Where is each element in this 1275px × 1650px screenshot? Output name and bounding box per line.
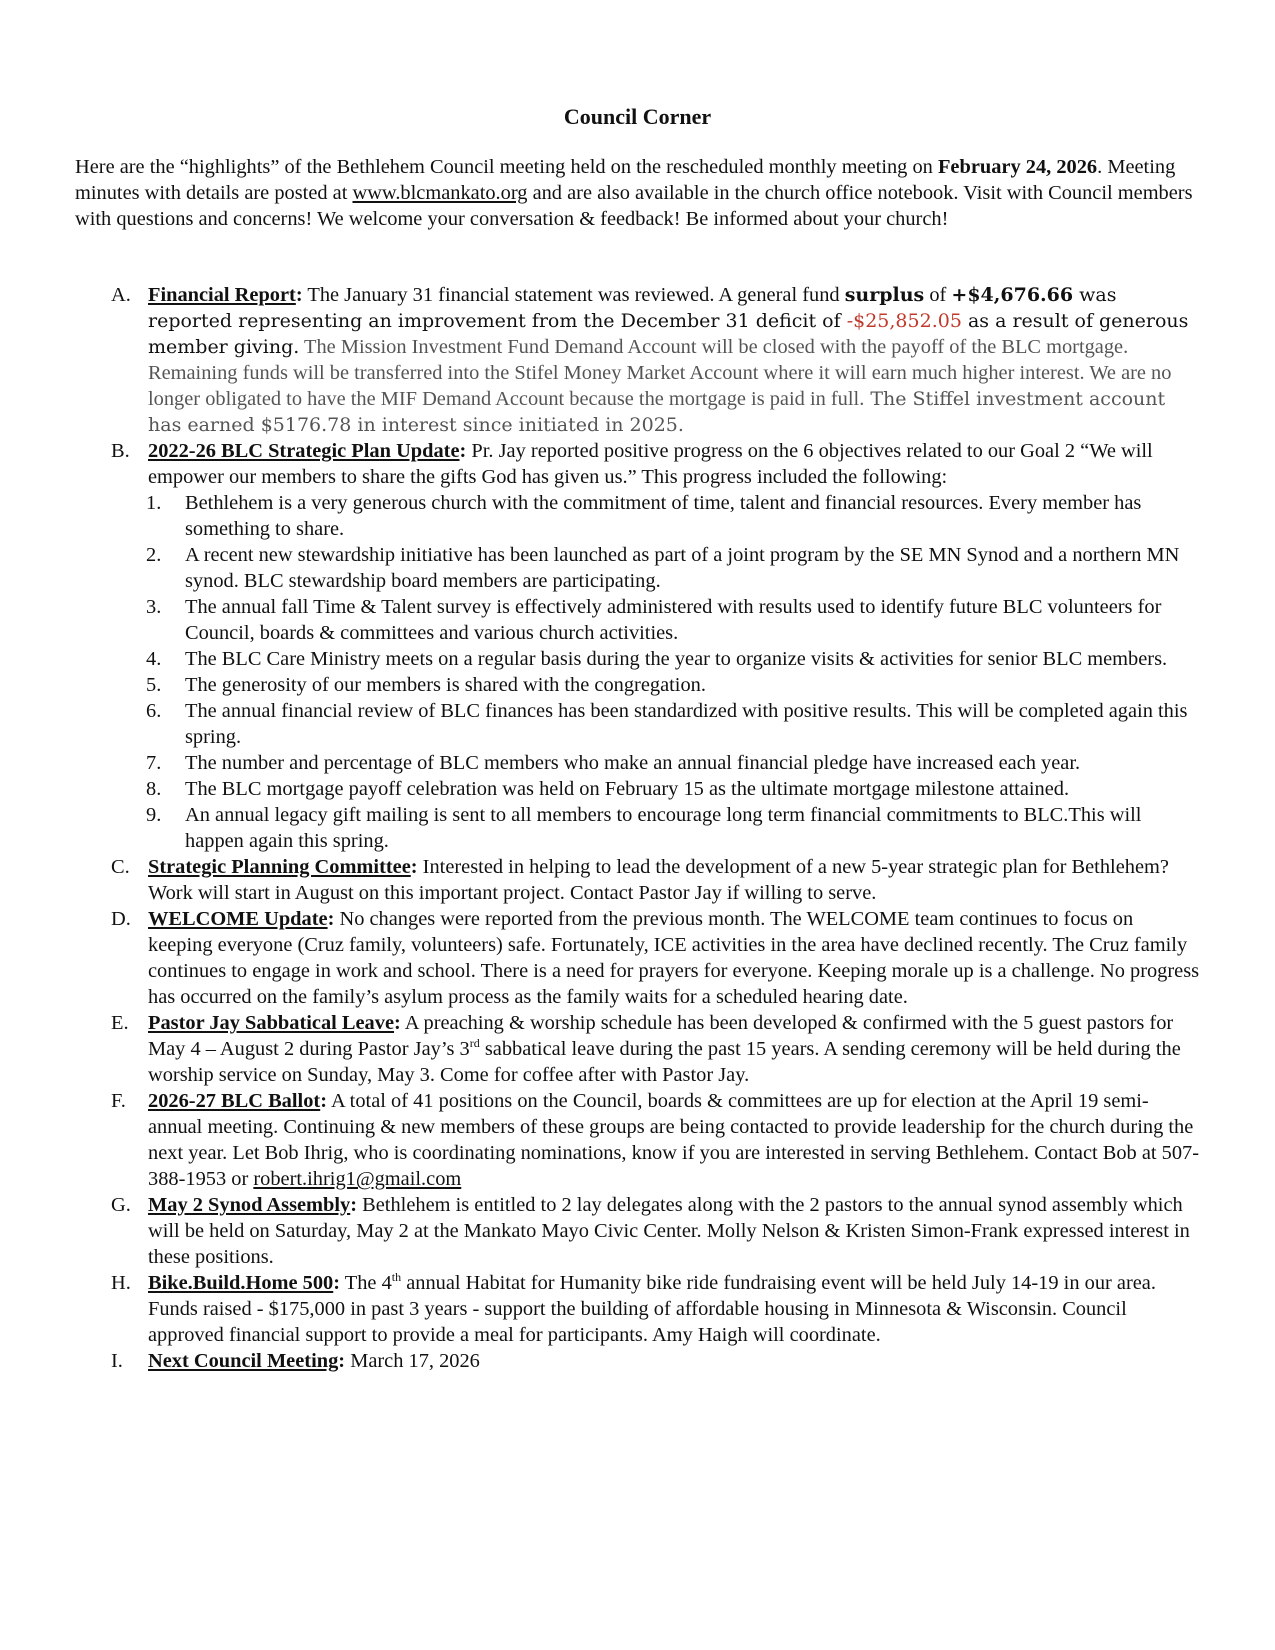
- item-text: Bethlehem is a very generous church with the commitment of time, talent and financial resources. Every member has something to share.: [185, 492, 1142, 540]
- item-text: Interested in helping to lead the development of a new 5-year strategic plan for Bethlehem? Work will start in August on this important project. Contact Pastor Jay if willing to serve.: [148, 856, 1169, 904]
- item-text: The BLC mortgage payoff celebration was held on February 15 as the ultimate mortgage milestone attained.: [185, 778, 1070, 800]
- item-text: The BLC Care Ministry meets on a regular basis during the year to organize visits & activities for senior BLC members.: [185, 648, 1168, 670]
- item-letter: C.: [111, 856, 130, 878]
- item-text: The annual financial review of BLC finances has been standardized with positive results. This will be completed again this spring.: [185, 700, 1188, 748]
- item-text: Pr. Jay reported positive progress on the 6 objectives related to our Goal 2 “We will empower our members to share the gifts God has given us.” This progress included the following:: [148, 440, 1153, 488]
- website-link[interactable]: www.blcmankato.org: [352, 182, 528, 204]
- item-heading: Bike.Build.Home 500: [148, 1272, 334, 1294]
- item-number: 6.: [146, 700, 162, 722]
- item-synod-assembly: G. May 2 Synod Assembly: Bethlehem is entitled to 2 lay delegates along with the 2 pastors to the annual synod assembly which will be held on Saturday, May 2 at the Mankato Mayo Civic Center. Molly Nelson & Kristen Simon-Frank expressed interest in these positions.: [111, 1194, 1190, 1268]
- item-letter: H.: [111, 1272, 131, 1294]
- item-number: 7.: [146, 752, 162, 774]
- item-bike-build-home: H. Bike.Build.Home 500: The 4th annual Habitat for Humanity bike ride fundraising event will be held July 14-19 in our area. Funds raised - $175,000 in past 3 years - support the building of affordable housing in Minnesota & Wisconsin. Council approved financial support to provide a meal for participants. Amy Haigh will coordinate.: [111, 1270, 1156, 1346]
- item-heading: Financial Report: [148, 284, 296, 306]
- item-letter: B.: [111, 440, 130, 462]
- progress-item: [146, 594, 1200, 646]
- item-text: The January 31 financial statement was reviewed. A general fund: [307, 284, 845, 306]
- next-meeting-date: March 17, 2026: [350, 1350, 480, 1372]
- progress-item: [146, 490, 1200, 542]
- item-text: The Mission Investment Fund Demand Account will be closed with the payoff of the BLC mortgage. Remaining funds will be transferred into the Stifel Money Market Account where it will earn much higher interest. We are no longer obligated to have the MIF Demand Account because the mortgage is paid in full.: [148, 336, 1172, 410]
- item-next-meeting: I. Next Council Meeting: March 17, 2026: [111, 1350, 480, 1372]
- item-sabbatical-leave: E. Pastor Jay Sabbatical Leave: A preaching & worship schedule has been developed & confirmed with the 5 guest pastors for May 4 – August 2 during Pastor Jay’s 3rd sabbatical leave during the past 15 years. A sending ceremony will be held during the worship service on Sunday, May 3. Come for coffee after with Pastor Jay.: [111, 1012, 1181, 1086]
- item-heading: Next Council Meeting: [148, 1350, 339, 1372]
- item-number: 2.: [146, 544, 162, 566]
- item-text: A recent new stewardship initiative has been launched as part of a joint program by the SE MN Synod and a northern MN synod. BLC stewardship board members are participating.: [185, 544, 1180, 592]
- item-text: The 4: [344, 1272, 392, 1294]
- item-text: was reported representing an improvement from the December 31 deficit of: [148, 284, 1117, 332]
- item-number: 5.: [146, 674, 162, 696]
- item-strategic-planning-committee: C. Strategic Planning Committee: Interested in helping to lead the development of a new 5-year strategic plan for Bethlehem? Work will start in August on this important project. Contact Pastor Jay if willing to serve.: [111, 856, 1169, 904]
- progress-item: [146, 802, 1200, 854]
- surplus-amount: +$4,676.66: [951, 284, 1074, 306]
- meeting-date: February 24, 2026: [937, 156, 1098, 178]
- intro-text: . Meeting minutes with details are posted at: [75, 156, 1176, 204]
- item-letter: D.: [111, 908, 131, 930]
- item-letter: E.: [111, 1012, 129, 1034]
- item-text: The generosity of our members is shared with the congregation.: [185, 674, 706, 696]
- item-text: A total of 41 positions on the Council, boards & committees are up for election at the April 19 semi-annual meeting. Continuing & new members of these groups are being contacted to provide leadership for the church during the next year. Let Bob Ihrig, who is coordinating nominations, know if you are interested in serving Bethlehem. Contact Bob at 507-388-1953 or: [148, 1090, 1200, 1190]
- item-text: Bethlehem is entitled to 2 lay delegates along with the 2 pastors to the annual synod assembly which will be held on Saturday, May 2 at the Mankato Mayo Civic Center. Molly Nelson & Kristen Simon-Frank expressed interest in these positions.: [148, 1194, 1190, 1268]
- item-heading: 2026-27 BLC Ballot: [148, 1090, 321, 1112]
- ordinal-suffix: rd: [469, 1036, 480, 1050]
- item-text: No changes were reported from the previous month. The WELCOME team continues to focus on keeping everyone (Cruz family, volunteers) safe. Fortunately, ICE activities in the area have declined recently. The Cruz family continues to engage in work and school. There is a need for prayers for everyone. Keeping morale up is a challenge. No progress has occurred on the family’s asylum process as the family waits for a scheduled hearing date.: [148, 908, 1200, 1008]
- item-number: 8.: [146, 778, 162, 800]
- page-title: Council Corner: [563, 104, 712, 129]
- item-letter: A.: [111, 284, 131, 306]
- item-letter: G.: [111, 1194, 131, 1216]
- item-number: 9.: [146, 804, 162, 826]
- intro-text: and are also available in the church office notebook. Visit with Council members with questions and concerns! We welcome your conversation & feedback! Be informed about your church!: [75, 182, 1193, 230]
- item-text: A preaching & worship schedule has been developed & confirmed with the 5 guest pastors for May 4 – August 2 during Pastor Jay’s 3: [148, 1012, 1174, 1060]
- item-heading: Strategic Planning Committee: [148, 856, 411, 878]
- progress-item: [146, 750, 1200, 776]
- item-text: of: [924, 284, 952, 306]
- item-ballot: F. 2026-27 BLC Ballot: A total of 41 positions on the Council, boards & committees are up for election at the April 19 semi-annual meeting. Continuing & new members of these groups are being contacted to provide leadership for the church during the next year. Let Bob Ihrig, who is coordinating nominations, know if you are interested in serving Bethlehem. Contact Bob at 507-388-1953 or robert.ihrig1@gmail.com: [111, 1090, 1200, 1190]
- surplus-label: surplus: [844, 284, 925, 306]
- item-number: 3.: [146, 596, 162, 618]
- item-text: sabbatical leave during the past 15 years. A sending ceremony will be held during the worship service on Sunday, May 3. Come for coffee after with Pastor Jay.: [148, 1038, 1181, 1086]
- item-text: An annual legacy gift mailing is sent to all members to encourage long term financial commitments to BLC.This will happen again this spring.: [185, 804, 1142, 852]
- item-financial-report: A. Financial Report: The January 31 financial statement was reviewed. A general fund surplus of +$4,676.66 was reported representing an improvement from the December 31 deficit of -$25,852.05 as a result of generous member giving. The Mission Investment Fund Demand Account will be closed with the payoff of the BLC mortgage. Remaining funds will be transferred into the Stifel Money Market Account where it will earn much higher interest. We are no longer obligated to have the MIF Demand Account because the mortgage is paid in full. The Stiffel investment account has earned $5176.78 in interest since initiated in 2025.: [111, 284, 1189, 436]
- intro-text: Here are the “highlights” of the Bethlehem Council meeting held on the rescheduled monthly meeting on: [75, 156, 938, 178]
- item-heading: 2022-26 BLC Strategic Plan Update: [148, 440, 460, 462]
- progress-list: [148, 490, 1200, 854]
- progress-item: [146, 672, 1200, 698]
- item-letter: I.: [111, 1350, 123, 1372]
- item-text: as a result of generous member giving.: [148, 310, 1189, 358]
- item-welcome-update: D. WELCOME Update: No changes were reported from the previous month. The WELCOME team continues to focus on keeping everyone (Cruz family, volunteers) safe. Fortunately, ICE activities in the area have declined recently. The Cruz family continues to engage in work and school. There is a need for prayers for everyone. Keeping morale up is a challenge. No progress has occurred on the family’s asylum process as the family waits for a scheduled hearing date.: [111, 908, 1200, 1008]
- item-text: The number and percentage of BLC members who make an annual financial pledge have increased each year.: [185, 752, 1081, 774]
- item-strategic-plan-update: B. 2022-26 BLC Strategic Plan Update: Pr. Jay reported positive progress on the 6 objectives related to our Goal 2 “We will empower our members to share the gifts God has given us.” This progress included the following: 1. Bethlehem is a very generous church with the commitment of time, talent and financial resources. Every member has something to share. 2. A recent new stewardship initiative has been launched as part of a joint program by the SE MN Synod and a northern MN synod. BLC stewardship board members are participating. 3. The annual fall Time & Talent survey is effectively administered with results used to identify future BLC volunteers for Council, boards & committees and various church activities. 4. The BLC Care Ministry meets on a regular basis during the year to organize visits & activities for senior BLC members. 5. The generosity of our members is shared with the congregation. 6. The annual financial review of BLC finances has been standardized with positive results. This will be completed again this spring. 7. The number and percentage of BLC members who make an annual financial pledge have increased each year. 8. The BLC mortgage payoff celebration was held on February 15 as the ultimate mortgage milestone attained. 9. An annual legacy gift mailing is sent to all members to encourage long term financial commitments to BLC.This will happen again this spring.: [0, 438, 1200, 854]
- progress-item: [146, 698, 1200, 750]
- deficit-amount: -$25,852.05: [846, 310, 962, 332]
- item-text: annual Habitat for Humanity bike ride fundraising event will be held July 14-19 in our area. Funds raised - $175,000 in past 3 years - support the building of affordable housing in Minnesota & Wisconsin. Council approved financial support to provide a meal for participants. Amy Haigh will coordinate.: [148, 1272, 1156, 1346]
- item-number: 1.: [146, 492, 162, 514]
- progress-item: [146, 646, 1200, 672]
- progress-item: [146, 776, 1200, 802]
- item-heading: May 2 Synod Assembly: [148, 1194, 351, 1216]
- item-heading: Pastor Jay Sabbatical Leave: [148, 1012, 395, 1034]
- item-text: The annual fall Time & Talent survey is effectively administered with results used to identify future BLC volunteers for Council, boards & committees and various church activities.: [185, 596, 1162, 644]
- progress-item: [146, 542, 1200, 594]
- item-number: 4.: [146, 648, 162, 670]
- agenda-list: [0, 282, 1200, 1374]
- email-link[interactable]: robert.ihrig1@gmail.com: [253, 1168, 462, 1190]
- item-heading: WELCOME Update: [148, 908, 328, 930]
- intro-paragraph: [75, 154, 1200, 232]
- item-letter: F.: [111, 1090, 126, 1112]
- item-text: The Stiffel investment account has earned $5176.78 in interest since initiated in 2025.: [148, 388, 1166, 436]
- ordinal-suffix: th: [391, 1270, 402, 1284]
